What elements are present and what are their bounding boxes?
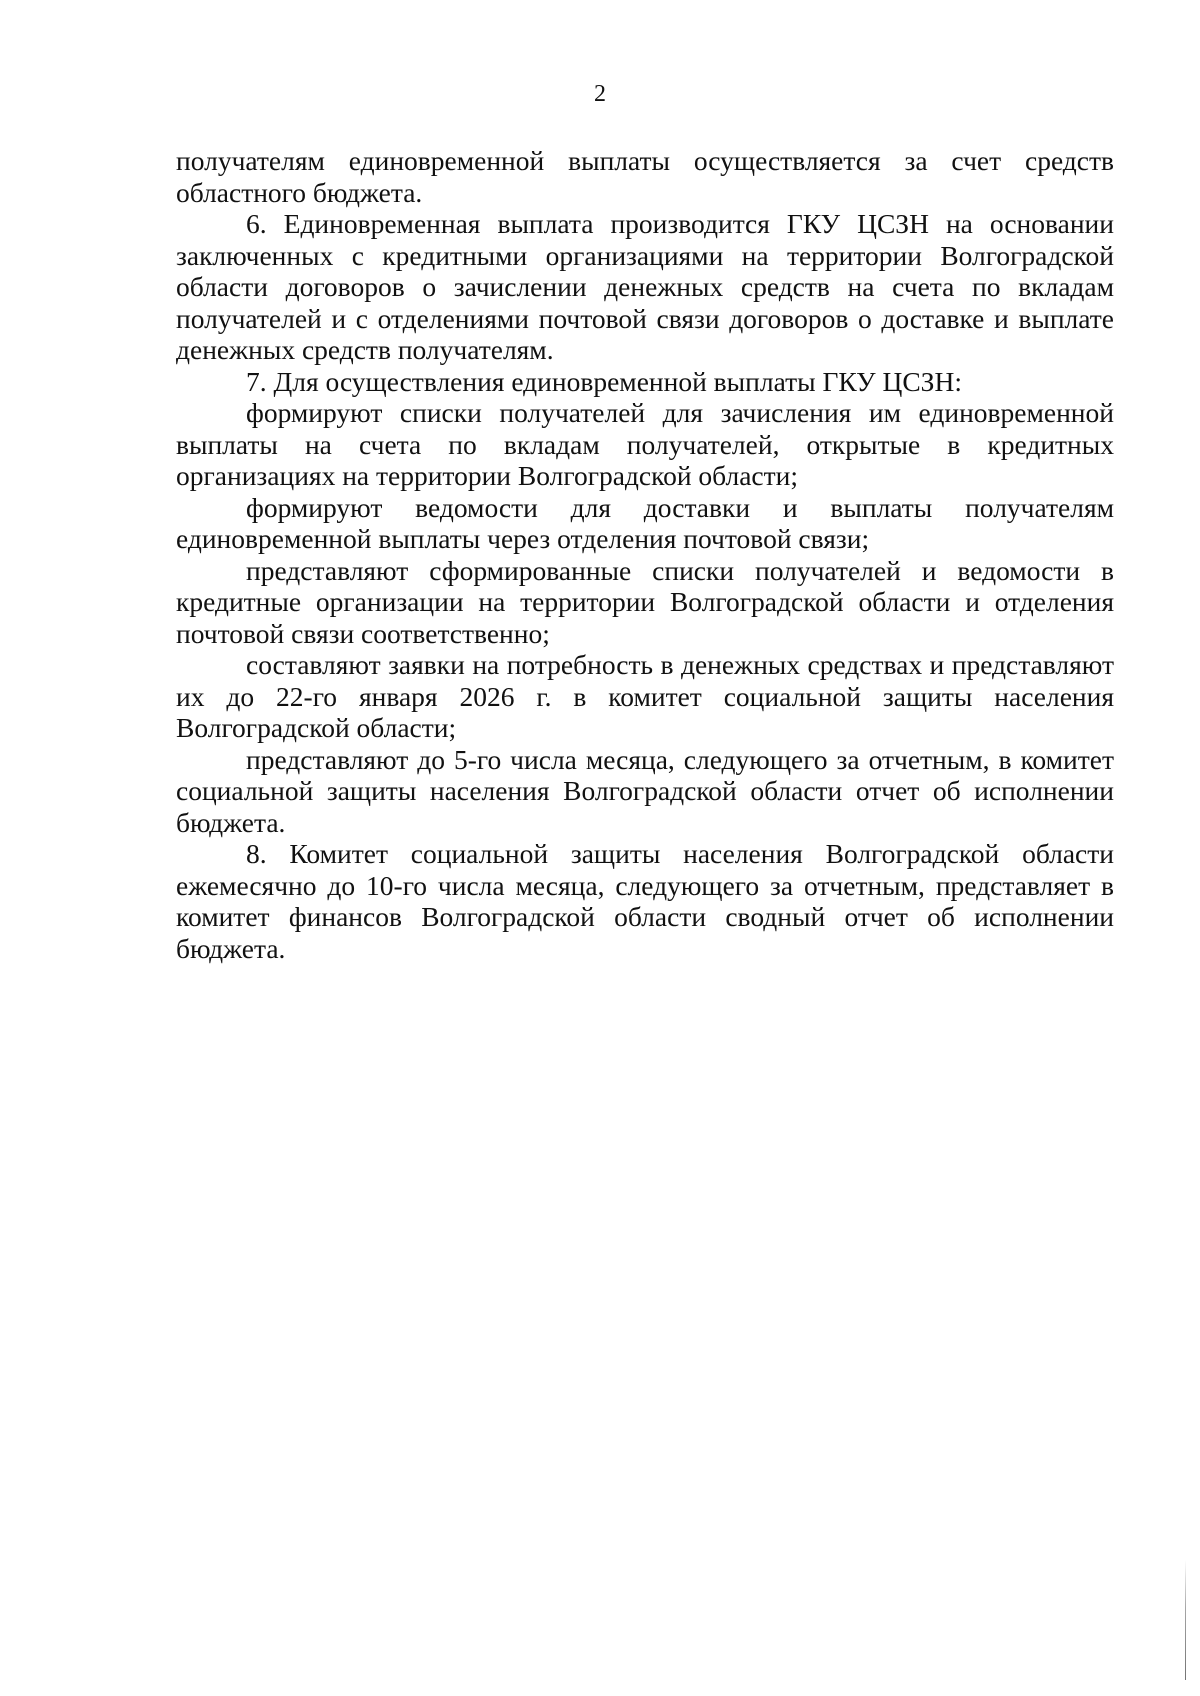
- paragraph-item-6: 6. Единовременная выплата производится ГКУ ЦСЗН на основании заключенных с кредитными организациями на территории Волгоградской области договоров о зачислении денежных средств на счета по вкладам получателей и с отделениями почтовой связи договоров о доставке и выплате денежных средств получателям.: [176, 208, 1114, 365]
- paragraph-item-7-statements: формируют ведомости для доставки и выплаты получателям единовременной выплаты через отделения почтовой связи;: [176, 491, 1114, 554]
- paragraph-item-7-lists: формируют списки получателей для зачисления им единовременной выплаты на счета по вкладам получателей, открытые в кредитных организациях на территории Волгоградской области;: [176, 397, 1114, 491]
- page-number: 2: [594, 81, 606, 107]
- paragraph-item-7: 7. Для осуществления единовременной выплаты ГКУ ЦСЗН:: [246, 365, 962, 397]
- document-body: [176, 145, 1114, 964]
- scan-edge-mark: [1185, 1560, 1186, 1680]
- paragraph-item-7-requests: составляют заявки на потребность в денежных средствах и представляют их до 22-го января 2026 г. в комитет социальной защиты населения Волгоградской области;: [176, 649, 1114, 743]
- paragraph-item-8: 8. Комитет социальной защиты населения Волгоградской области ежемесячно до 10-го числа месяца, следующего за отчетным, представляет в комитет финансов Волгоградской области сводный отчет об исполнении бюджета.: [176, 838, 1114, 964]
- paragraph-1: получателям единовременной выплаты осуществляется за счет средств областного бюджета.: [176, 145, 1114, 208]
- paragraph-item-7-report: представляют до 5-го числа месяца, следующего за отчетным, в комитет социальной защиты населения Волгоградской области отчет об исполнении бюджета.: [176, 743, 1114, 838]
- paragraph-item-7-submit: представляют сформированные списки получателей и ведомости в кредитные организации на территории Волгоградской области и отделения почтовой связи соответственно;: [176, 554, 1114, 649]
